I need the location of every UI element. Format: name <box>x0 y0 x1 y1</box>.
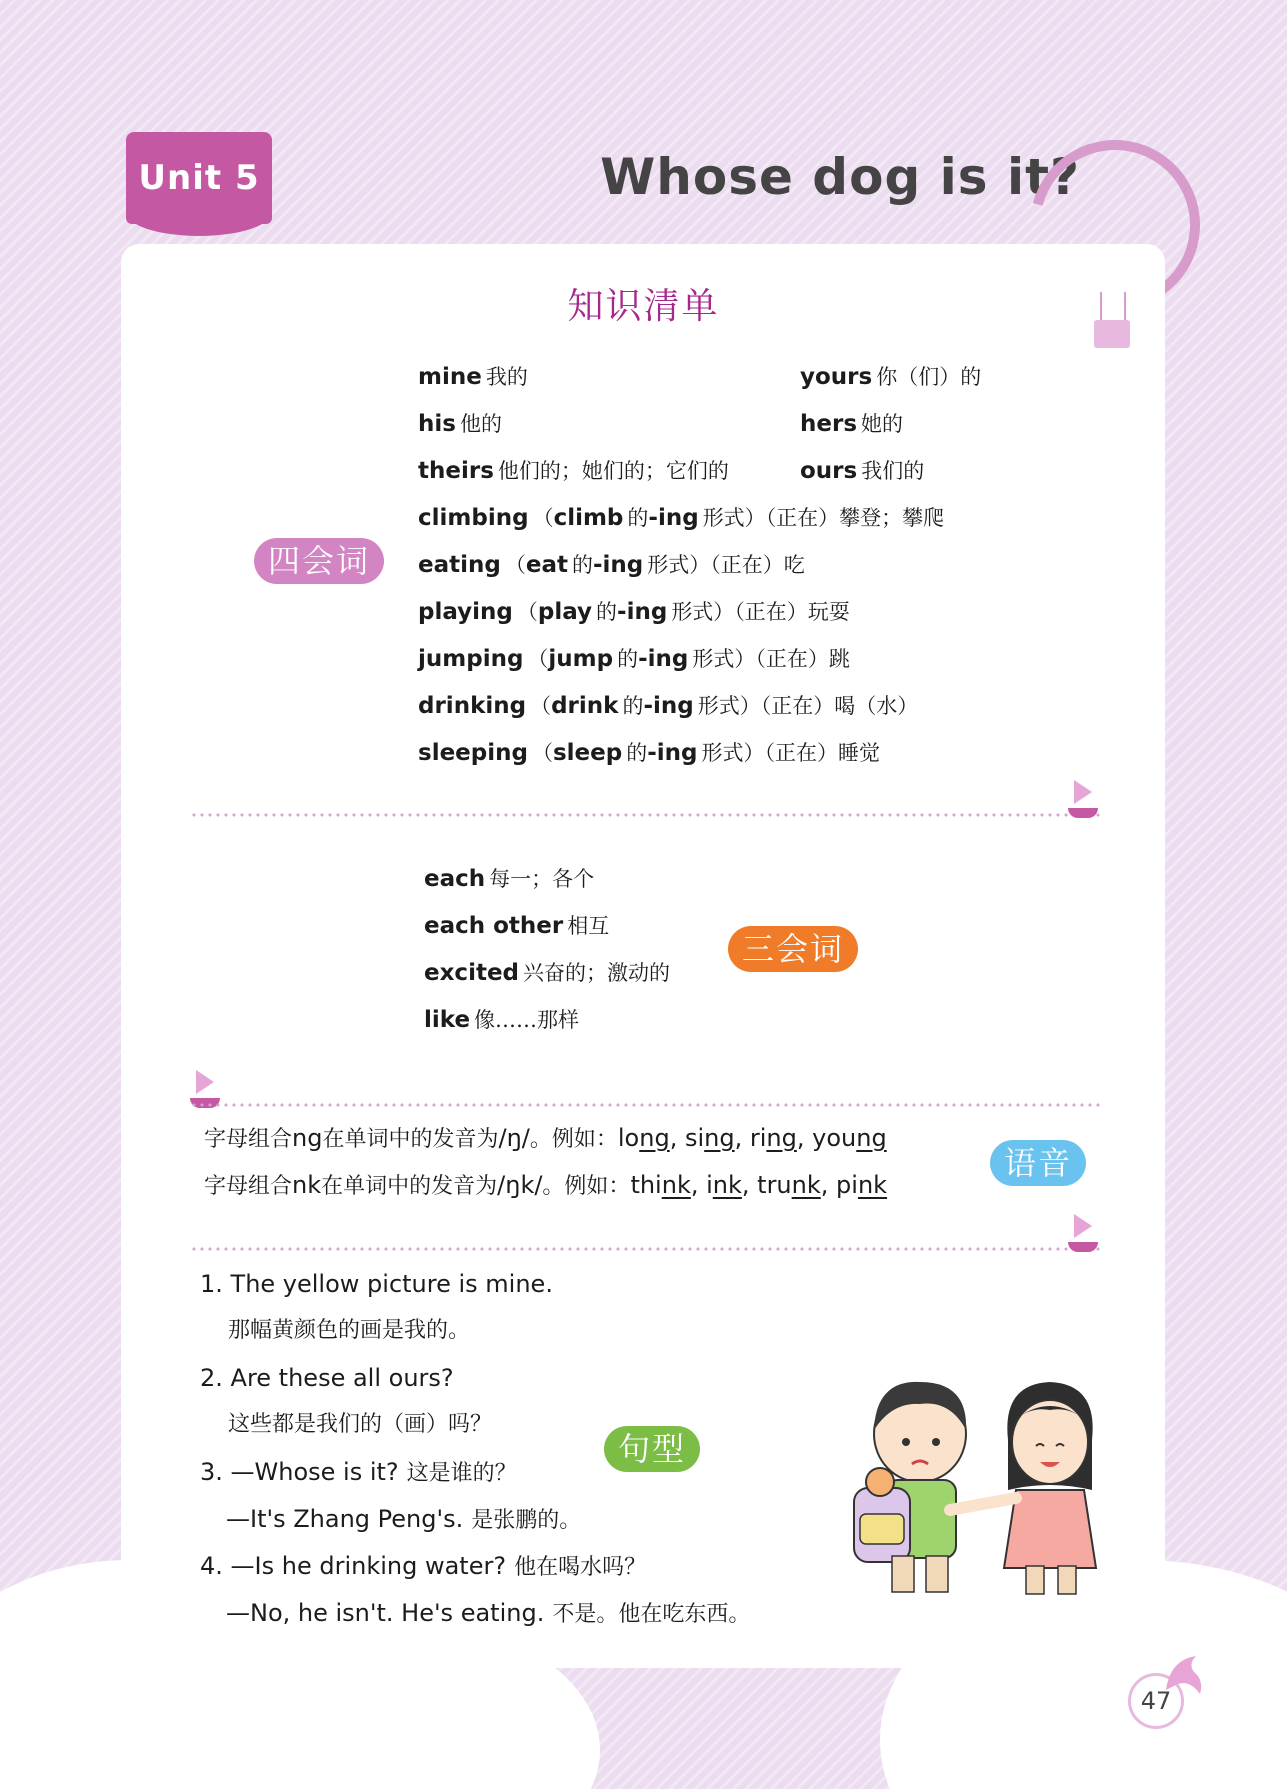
example-word: long <box>617 1124 670 1152</box>
sentence-badge: 句型 <box>604 1426 700 1472</box>
ing-meaning: （正在）睡觉 <box>764 741 880 765</box>
comma: , <box>690 1171 707 1199</box>
paren-open: （ <box>527 647 549 671</box>
paren-open: （ <box>531 741 553 765</box>
base-word: play <box>537 599 593 625</box>
boy-figure <box>854 1382 966 1592</box>
ing-word: jumping <box>418 646 524 672</box>
example-word: sing <box>684 1124 735 1152</box>
ing-word: playing <box>418 599 513 625</box>
four-skill-badge: 四会词 <box>254 538 384 584</box>
base-word: eat <box>525 552 568 578</box>
paren-open: （ <box>532 506 554 530</box>
letter-combo: ng <box>292 1124 323 1152</box>
sentence-line: 4. —Is he drinking water? 他在喝水吗？ <box>200 1552 647 1580</box>
comma: , <box>796 1124 813 1152</box>
page-number: 47 <box>1128 1673 1184 1729</box>
ing-word-item <box>418 738 880 768</box>
word-item: ours 我们的 <box>800 458 925 484</box>
sentence-line: 3. —Whose is it? 这是谁的？ <box>200 1458 517 1486</box>
ing-form: -ing <box>648 505 699 531</box>
phonics-prefix: 字母组合 <box>204 1174 293 1199</box>
boat-icon <box>1068 1214 1098 1252</box>
word-item: excited 兴奋的；激动的 <box>424 960 671 986</box>
dotted-divider <box>190 1246 1100 1252</box>
letter-combo: nk <box>292 1171 322 1199</box>
base-word: jump <box>548 646 614 672</box>
ing-word-item <box>418 550 805 580</box>
ing-word-item <box>418 691 918 721</box>
page-title: Whose dog is it? <box>600 148 1080 206</box>
word-item: his 他的 <box>418 411 502 437</box>
sentence-line: 2. Are these all ours? <box>200 1364 454 1392</box>
ing-form: -ing <box>617 599 668 625</box>
ing-suffix: 形式） <box>697 694 761 718</box>
base-word: drink <box>551 693 619 719</box>
ing-suffix: 形式） <box>692 647 756 671</box>
ing-word-item <box>418 503 944 533</box>
base-word: climb <box>553 505 624 531</box>
example-word: pink <box>836 1171 888 1199</box>
word-item: yours 你（们）的 <box>800 364 982 390</box>
section-title: 知识清单 <box>567 286 720 327</box>
sentence-translation: 那幅黄颜色的画是我的。 <box>228 1318 471 1343</box>
ing-meaning: （正在）跳 <box>755 647 850 671</box>
example-word: think <box>630 1171 691 1199</box>
comma: , <box>734 1124 750 1152</box>
ing-form: -ing <box>638 646 689 672</box>
ing-word: drinking <box>418 693 527 719</box>
boat-icon <box>1068 780 1098 818</box>
ing-suffix: 形式） <box>671 600 735 624</box>
paren-open: （ <box>516 600 538 624</box>
sentence-translation: 这些都是我们的（画）吗？ <box>228 1412 493 1437</box>
phonics-mid: 在单词中的发音为 <box>322 1127 499 1152</box>
comma: , <box>741 1171 758 1199</box>
base-word: sleep <box>552 740 623 766</box>
connector: 的 <box>596 600 618 624</box>
phonics-line <box>204 1169 887 1203</box>
word-item: each 每一；各个 <box>424 866 595 892</box>
example-label: 。例如： <box>542 1174 631 1199</box>
comma: , <box>820 1171 837 1199</box>
word-item: theirs 他们的；她们的；它们的 <box>418 458 729 484</box>
ipa-symbol: /ŋ/ <box>498 1124 530 1152</box>
ing-form: -ing <box>647 740 698 766</box>
ing-meaning: （正在）吃 <box>710 553 805 577</box>
three-skill-badge: 三会词 <box>728 926 858 972</box>
dotted-divider <box>190 812 1100 818</box>
girl-figure <box>950 1382 1096 1594</box>
phonics-line <box>204 1122 887 1156</box>
connector: 的 <box>622 694 644 718</box>
paren-open: （ <box>530 694 552 718</box>
ing-meaning: （正在）喝（水） <box>760 694 919 718</box>
ing-suffix: 形式） <box>702 506 766 530</box>
dotted-divider <box>190 1102 1100 1108</box>
ing-suffix: 形式） <box>701 741 765 765</box>
connector: 的 <box>617 647 639 671</box>
ipa-symbol: /ŋk/ <box>497 1171 543 1199</box>
example-word: ink <box>706 1171 742 1199</box>
children-illustration <box>840 1360 1120 1600</box>
ing-word-item <box>418 597 850 627</box>
paren-open: （ <box>504 553 526 577</box>
ing-word: sleeping <box>418 740 528 766</box>
sentence-line: 1. The yellow picture is mine. <box>200 1270 553 1298</box>
ing-suffix: 形式） <box>647 553 711 577</box>
word-item: mine 我的 <box>418 364 528 390</box>
phonics-prefix: 字母组合 <box>204 1127 293 1152</box>
word-item: hers 她的 <box>800 411 904 437</box>
unit-tab: Unit 5 <box>126 132 272 224</box>
example-word: trunk <box>757 1171 821 1199</box>
word-item: like 像……那样 <box>424 1007 580 1033</box>
ing-word-item <box>418 644 850 674</box>
phonics-mid: 在单词中的发音为 <box>321 1174 498 1199</box>
ing-form: -ing <box>643 693 694 719</box>
sentence-line: —It's Zhang Peng's. 是张鹏的。 <box>226 1505 582 1533</box>
sentence-line: —No, he isn't. He's eating. 不是。他在吃东西。 <box>226 1599 751 1627</box>
ing-word: climbing <box>418 505 529 531</box>
connector: 的 <box>571 553 593 577</box>
phonics-badge: 语音 <box>990 1140 1086 1186</box>
ing-form: -ing <box>592 552 644 578</box>
example-word: young <box>812 1124 887 1152</box>
word-item: each other 相互 <box>424 913 610 939</box>
comma: , <box>669 1124 685 1152</box>
ing-meaning: （正在）玩耍 <box>734 600 850 624</box>
ing-word: eating <box>418 552 501 578</box>
connector: 的 <box>627 506 649 530</box>
example-word: ring <box>749 1124 797 1152</box>
example-label: 。例如： <box>529 1127 618 1152</box>
connector: 的 <box>626 741 648 765</box>
ing-meaning: （正在）攀登；攀爬 <box>765 506 945 530</box>
dolphin-icon <box>1160 1650 1208 1700</box>
